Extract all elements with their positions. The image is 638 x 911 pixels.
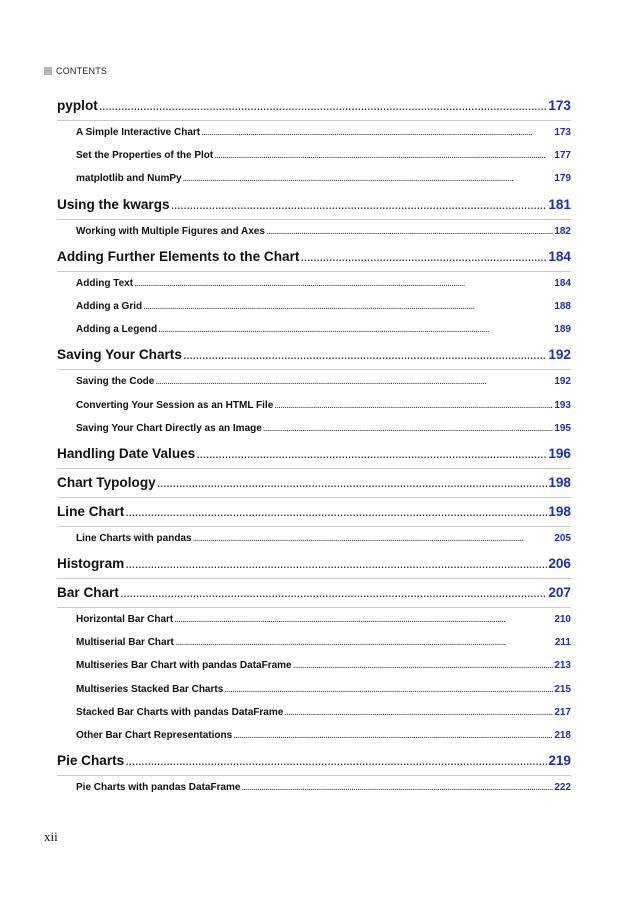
dot-leader bbox=[300, 243, 547, 271]
toc-entry-title: Other Bar Chart Representations bbox=[76, 730, 233, 741]
toc-entry-page-number[interactable]: 195 bbox=[554, 422, 571, 434]
toc-entry-title: Bar Chart bbox=[57, 585, 119, 601]
header-square-icon bbox=[44, 67, 52, 75]
toc-entry-title: Pie Charts bbox=[57, 753, 125, 769]
dot-leader bbox=[125, 747, 547, 775]
toc-subsection-entry[interactable] bbox=[57, 776, 571, 799]
toc-subsection-entry[interactable] bbox=[57, 608, 571, 631]
dot-leader bbox=[174, 608, 553, 631]
toc-entry-title: Chart Typology bbox=[57, 474, 156, 490]
toc-entry-page-number[interactable]: 210 bbox=[554, 614, 571, 626]
toc-subsection-entry[interactable] bbox=[57, 220, 571, 243]
toc-entry-title: Multiseries Bar Chart with pandas DataFrame bbox=[76, 660, 292, 672]
toc-entry-page-number[interactable]: 179 bbox=[554, 173, 571, 185]
toc-subsection-entry[interactable] bbox=[57, 631, 571, 654]
dot-leader bbox=[143, 295, 553, 318]
toc-entry-page-number[interactable]: 222 bbox=[554, 782, 571, 794]
dot-leader bbox=[293, 654, 554, 677]
table-of-contents bbox=[57, 92, 571, 799]
dot-leader bbox=[193, 527, 554, 550]
toc-entry-title: Multiserial Bar Chart bbox=[76, 637, 174, 649]
toc-subsection-entry[interactable] bbox=[57, 370, 571, 393]
toc-subsection-entry[interactable] bbox=[57, 701, 571, 724]
dot-leader bbox=[242, 776, 554, 799]
toc-section-entry[interactable] bbox=[57, 191, 571, 220]
dot-leader bbox=[125, 498, 547, 526]
toc-entry-page-number[interactable]: 205 bbox=[554, 532, 571, 544]
toc-entry-title: Histogram bbox=[57, 556, 125, 572]
toc-section-entry[interactable] bbox=[57, 341, 571, 370]
toc-entry-title: Working with Multiple Figures and Axes bbox=[76, 225, 265, 237]
toc-section-entry[interactable] bbox=[57, 243, 571, 272]
toc-entry-page-number[interactable]: 218 bbox=[554, 730, 571, 741]
dot-leader bbox=[224, 678, 553, 701]
toc-entry-page-number[interactable]: 198 bbox=[548, 503, 571, 519]
toc-subsection-entry[interactable] bbox=[57, 318, 571, 341]
toc-entry-title: Saving Your Chart Directly as an Image bbox=[76, 422, 262, 434]
header-label: CONTENTS bbox=[56, 66, 108, 76]
toc-entry-title: Pie Charts with pandas DataFrame bbox=[76, 782, 241, 794]
folio-page-number: xii bbox=[44, 829, 58, 844]
toc-entry-page-number[interactable]: 217 bbox=[554, 706, 571, 718]
toc-entry-title: Set the Properties of the Plot bbox=[76, 150, 214, 162]
toc-entry-title: Line Charts with pandas bbox=[76, 532, 192, 544]
running-header bbox=[44, 66, 107, 76]
toc-entry-page-number[interactable]: 184 bbox=[548, 248, 571, 264]
toc-entry-page-number[interactable]: 211 bbox=[554, 637, 571, 649]
toc-entry-page-number[interactable]: 207 bbox=[548, 585, 571, 601]
toc-entry-title: Adding Further Elements to the Chart bbox=[57, 248, 300, 264]
toc-subsection-entry[interactable] bbox=[57, 654, 571, 677]
dot-leader bbox=[157, 469, 548, 497]
dot-leader bbox=[266, 220, 553, 243]
dot-leader bbox=[214, 144, 553, 167]
toc-entry-page-number[interactable]: 192 bbox=[554, 376, 571, 388]
dot-leader bbox=[233, 724, 553, 747]
dot-leader bbox=[134, 272, 553, 295]
dot-leader bbox=[196, 440, 547, 468]
toc-entry-title: matplotlib and NumPy bbox=[76, 173, 182, 185]
dot-leader bbox=[183, 167, 554, 190]
toc-section-entry[interactable] bbox=[57, 92, 571, 121]
toc-entry-page-number[interactable]: 173 bbox=[548, 98, 571, 113]
toc-entry-title: Multiseries Stacked Bar Charts bbox=[76, 683, 224, 695]
toc-entry-page-number[interactable]: 193 bbox=[554, 399, 571, 411]
toc-subsection-entry[interactable] bbox=[57, 272, 571, 295]
toc-section-entry[interactable] bbox=[57, 747, 571, 776]
toc-subsection-entry[interactable] bbox=[57, 295, 571, 318]
toc-entry-page-number[interactable]: 206 bbox=[548, 556, 571, 572]
dot-leader bbox=[263, 417, 554, 440]
dot-leader bbox=[158, 318, 553, 341]
toc-entry-page-number[interactable]: 192 bbox=[548, 347, 571, 363]
toc-entry-page-number[interactable]: 184 bbox=[554, 277, 571, 289]
toc-entry-page-number[interactable]: 213 bbox=[554, 660, 571, 672]
toc-entry-title: A Simple Interactive Chart bbox=[76, 127, 201, 138]
toc-subsection-entry[interactable] bbox=[57, 527, 571, 550]
toc-entry-title: pyplot bbox=[57, 98, 98, 113]
dot-leader bbox=[284, 701, 553, 724]
toc-entry-title: Using the kwargs bbox=[57, 196, 170, 212]
dot-leader bbox=[125, 550, 547, 578]
toc-entry-page-number[interactable]: 177 bbox=[554, 150, 571, 162]
toc-entry-title: Handling Date Values bbox=[57, 445, 196, 461]
toc-entry-title: Adding Text bbox=[76, 277, 134, 289]
toc-entry-title: Saving Your Charts bbox=[57, 347, 182, 363]
toc-entry-page-number[interactable]: 219 bbox=[548, 753, 571, 769]
toc-entry-page-number[interactable]: 215 bbox=[554, 683, 571, 695]
toc-subsection-entry[interactable] bbox=[57, 144, 571, 167]
dot-leader bbox=[183, 341, 547, 369]
toc-entry-title: Horizontal Bar Chart bbox=[76, 614, 174, 626]
toc-entry-title: Line Chart bbox=[57, 503, 125, 519]
toc-subsection-entry[interactable] bbox=[57, 724, 571, 747]
toc-entry-page-number[interactable]: 181 bbox=[548, 196, 571, 212]
toc-entry-page-number[interactable]: 173 bbox=[554, 127, 571, 138]
toc-section-entry[interactable] bbox=[57, 579, 571, 608]
toc-section-entry[interactable] bbox=[57, 469, 571, 498]
dot-leader bbox=[99, 92, 548, 120]
toc-entry-title: Converting Your Session as an HTML File bbox=[76, 399, 274, 411]
toc-entry-page-number[interactable]: 198 bbox=[548, 474, 571, 490]
dot-leader bbox=[201, 121, 553, 144]
toc-subsection-entry[interactable] bbox=[57, 394, 571, 417]
toc-subsection-entry[interactable] bbox=[57, 417, 571, 440]
toc-entry-page-number[interactable]: 188 bbox=[554, 300, 571, 312]
toc-section-entry[interactable] bbox=[57, 550, 571, 579]
toc-subsection-entry[interactable] bbox=[57, 167, 571, 190]
dot-leader bbox=[171, 191, 548, 219]
toc-entry-title: Adding a Legend bbox=[76, 324, 158, 336]
dot-leader bbox=[120, 579, 547, 607]
dot-leader bbox=[155, 370, 553, 393]
toc-entry-page-number[interactable]: 189 bbox=[554, 324, 571, 336]
toc-entry-title: Adding a Grid bbox=[76, 300, 143, 312]
toc-section-entry[interactable] bbox=[57, 440, 571, 469]
toc-section-entry[interactable] bbox=[57, 498, 571, 527]
toc-subsection-entry[interactable] bbox=[57, 678, 571, 701]
toc-entry-page-number[interactable]: 182 bbox=[554, 225, 571, 237]
dot-leader bbox=[175, 631, 554, 654]
toc-entry-title: Saving the Code bbox=[76, 376, 155, 388]
toc-subsection-entry[interactable] bbox=[57, 121, 571, 144]
toc-entry-page-number[interactable]: 196 bbox=[548, 445, 571, 461]
dot-leader bbox=[274, 394, 553, 417]
toc-entry-title: Stacked Bar Charts with pandas DataFrame bbox=[76, 706, 284, 718]
